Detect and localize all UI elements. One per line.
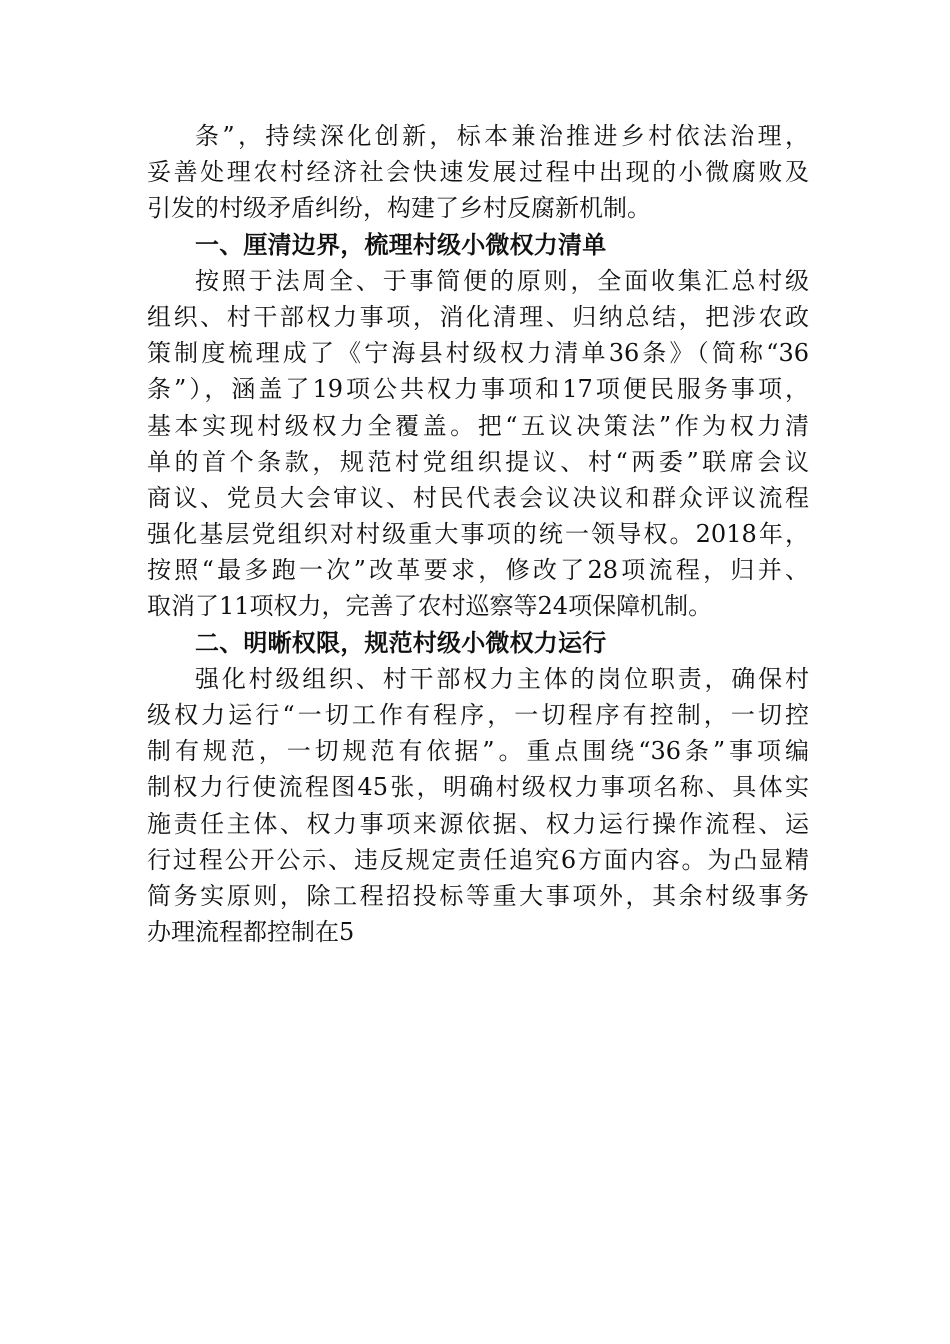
paragraph-line: 取消了11项权力，完善了农村巡察等24项保障机制。 bbox=[147, 592, 713, 621]
paragraph-line: 办理流程都控制在5 bbox=[147, 918, 355, 947]
paragraph-line: 施责任主体、权力事项来源依据、权力运行操作流程、运 bbox=[147, 809, 809, 838]
paragraph-line: 策制度梳理成了《宁海县村级权力清单36条》（简称“36 bbox=[147, 339, 809, 368]
paragraph-line: 引发的村级矛盾纠纷，构建了乡村反腐新机制。 bbox=[147, 194, 651, 223]
paragraph-line: 按照于法周全、于事简便的原则，全面收集汇总村级 bbox=[195, 266, 809, 295]
paragraph-line: 组织、村干部权力事项，消化清理、归纳总结，把涉农政 bbox=[147, 302, 809, 331]
paragraph-line: 强化村级组织、村干部权力主体的岗位职责，确保村 bbox=[195, 664, 809, 693]
paragraph-line: 强化基层党组织对村级重大事项的统一领导权。2018年， bbox=[147, 520, 809, 549]
document-body bbox=[147, 118, 809, 950]
paragraph-line: 单的首个条款，规范村党组织提议、村“两委”联席会议 bbox=[147, 447, 809, 476]
paragraph-line: 基本实现村级权力全覆盖。把“五议决策法”作为权力清 bbox=[147, 411, 809, 440]
paragraph-line: 按照“最多跑一次”改革要求，修改了28项流程，归并、 bbox=[147, 556, 809, 585]
section-heading-2: 二、明晰权限，规范村级小微权力运行 bbox=[195, 628, 607, 657]
paragraph-line: 制有规范，一切规范有依据”。重点围绕“36条”事项编 bbox=[147, 737, 809, 766]
paragraph-line: 条”），涵盖了19项公共权力事项和17项便民服务事项， bbox=[147, 375, 809, 404]
paragraph-line: 行过程公开公示、违反规定责任追究6方面内容。为凸显精 bbox=[147, 845, 809, 874]
paragraph-line: 制权力行使流程图45张，明确村级权力事项名称、具体实 bbox=[147, 773, 809, 802]
paragraph-line: 妥善处理农村经济社会快速发展过程中出现的小微腐败及 bbox=[147, 158, 809, 187]
paragraph-line: 条”，持续深化创新，标本兼治推进乡村依法治理， bbox=[195, 122, 809, 150]
paragraph-line: 商议、党员大会审议、村民代表会议决议和群众评议流程 bbox=[147, 483, 809, 512]
section-heading-1: 一、厘清边界，梳理村级小微权力清单 bbox=[195, 230, 607, 259]
paragraph-line: 简务实原则，除工程招投标等重大事项外，其余村级事务 bbox=[147, 881, 809, 910]
paragraph-line: 级权力运行“一切工作有程序，一切程序有控制，一切控 bbox=[147, 701, 809, 729]
